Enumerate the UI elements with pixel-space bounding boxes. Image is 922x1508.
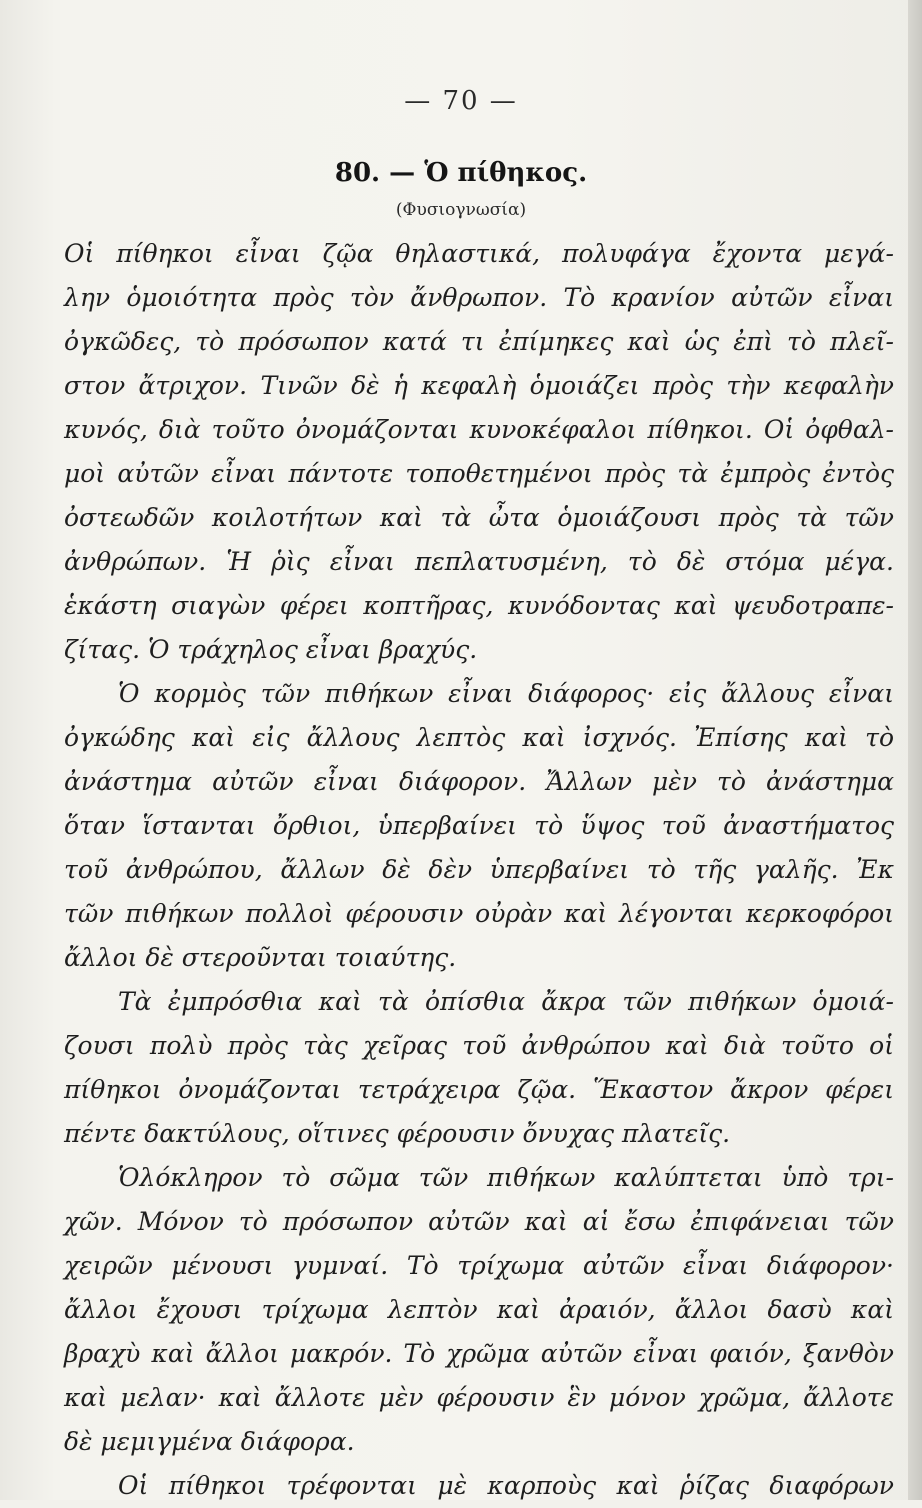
text-line: ἄλλοι ἔχουσι τρίχωμα λεπτὸν καὶ ἀραιόν, ἄλλοι δασὺ καὶ xyxy=(64,1295,894,1324)
text-line: πίθηκοι ὀνομάζονται τετράχειρα ζῷα. Ἕκαστον ἄκρον φέρει xyxy=(64,1075,894,1104)
paragraph xyxy=(64,672,894,980)
text-line: ἀνάστημα αὐτῶν εἶναι διάφορον. Ἄλλων μὲν τὸ ἀνάστημα xyxy=(64,767,894,796)
text-line: βραχὺ καὶ ἄλλοι μακρόν. Τὸ χρῶμα αὐτῶν εἶναι φαιόν, ξανθὸν xyxy=(64,1339,894,1368)
paragraph xyxy=(64,232,894,672)
text-line: στον ἄτριχον. Τινῶν δὲ ἡ κεφαλὴ ὁμοιάζει πρὸς τὴν κεφαλὴν xyxy=(64,371,894,400)
body-text xyxy=(64,232,894,1508)
page-number: — 70 — xyxy=(404,86,518,116)
page-edge-shadow xyxy=(908,0,922,1500)
text-line: κυνός, διὰ τοῦτο ὀνομάζονται κυνοκέφαλοι πίθηκοι. Οἱ ὀφθαλ- xyxy=(64,415,894,444)
text-line: ζουσι πολὺ πρὸς τὰς χεῖρας τοῦ ἀνθρώπου καὶ διὰ τοῦτο οἱ xyxy=(64,1031,894,1060)
section-subtitle: (Φυσιογνωσία) xyxy=(395,200,527,220)
text-line: ζίτας. Ὁ τράχηλος εἶναι βραχύς. xyxy=(64,635,478,664)
text-line: Τὰ ἐμπρόσθια καὶ τὰ ὀπίσθια ἄκρα τῶν πιθήκων ὁμοιά- xyxy=(118,987,894,1016)
text-line: τῶν πιθήκων πολλοὶ φέρουσιν οὐρὰν καὶ λέγονται κερκοφόροι xyxy=(64,899,894,928)
text-line: ὀστεωδῶν κοιλοτήτων καὶ τὰ ὦτα ὁμοιάζουσι πρὸς τὰ τῶν xyxy=(64,503,894,532)
text-line: χειρῶν μένουσι γυμναί. Τὸ τρίχωμα αὐτῶν εἶναι διάφορον· xyxy=(64,1251,894,1280)
text-line: Οἱ πίθηκοι τρέφονται μὲ καρποὺς καὶ ῥίζας διαφόρων xyxy=(118,1471,894,1500)
text-line: ὅταν ἵστανται ὄρθιοι, ὑπερβαίνει τὸ ὕψος τοῦ ἀναστήματος xyxy=(64,811,894,840)
text-line: πέντε δακτύλους, οἵτινες φέρουσιν ὄνυχας πλατεῖς. xyxy=(64,1119,731,1148)
paragraph xyxy=(64,1464,894,1508)
paragraph xyxy=(64,980,894,1156)
section-title: 80. — Ὁ πίθηκος. xyxy=(334,158,588,188)
text-line: δὲ μεμιγμένα διάφορα. xyxy=(64,1427,355,1456)
text-line: ὀγκῶδες, τὸ πρόσωπον κατά τι ἐπίμηκες καὶ ὡς ἐπὶ τὸ πλεῖ- xyxy=(64,327,894,356)
text-line: λην ὁμοιότητα πρὸς τὸν ἄνθρωπον. Τὸ κρανίον αὐτῶν εἶναι xyxy=(64,283,894,312)
text-line: μοὶ αὐτῶν εἶναι πάντοτε τοποθετημένοι πρὸς τὰ ἐμπρὸς ἐντὸς xyxy=(64,459,894,488)
text-line: Ὁ κορμὸς τῶν πιθήκων εἶναι διάφορος· εἰς ἄλλους εἶναι xyxy=(118,679,894,708)
text-line: χῶν. Μόνον τὸ πρόσωπον αὐτῶν καὶ αἱ ἔσω ἐπιφάνειαι τῶν xyxy=(64,1207,894,1236)
text-line: ἄλλοι δὲ στεροῦνται τοιαύτης. xyxy=(64,943,457,972)
text-line: τοῦ ἀνθρώπου, ἄλλων δὲ δὲν ὑπερβαίνει τὸ τῆς γαλῆς. Ἐκ xyxy=(64,855,894,884)
text-line: ὀγκώδης καὶ εἰς ἄλλους λεπτὸς καὶ ἰσχνός. Ἐπίσης καὶ τὸ xyxy=(64,723,894,752)
text-line: καὶ μελαν· καὶ ἄλλοτε μὲν φέρουσιν ἓν μόνον χρῶμα, ἄλλοτε xyxy=(64,1383,894,1412)
text-line: ἑκάστη σιαγὼν φέρει κοπτῆρας, κυνόδοντας καὶ ψευδοτραπε- xyxy=(64,591,894,620)
text-line: ἀνθρώπων. Ἡ ῥὶς εἶναι πεπλατυσμένη, τὸ δὲ στόμα μέγα. xyxy=(64,547,894,576)
paragraph xyxy=(64,1156,894,1464)
text-line: Οἱ πίθηκοι εἶναι ζῷα θηλαστικά, πολυφάγα ἔχοντα μεγά- xyxy=(64,239,894,268)
text-line: Ὁλόκληρον τὸ σῶμα τῶν πιθήκων καλύπτεται ὑπὸ τρι- xyxy=(118,1163,894,1192)
